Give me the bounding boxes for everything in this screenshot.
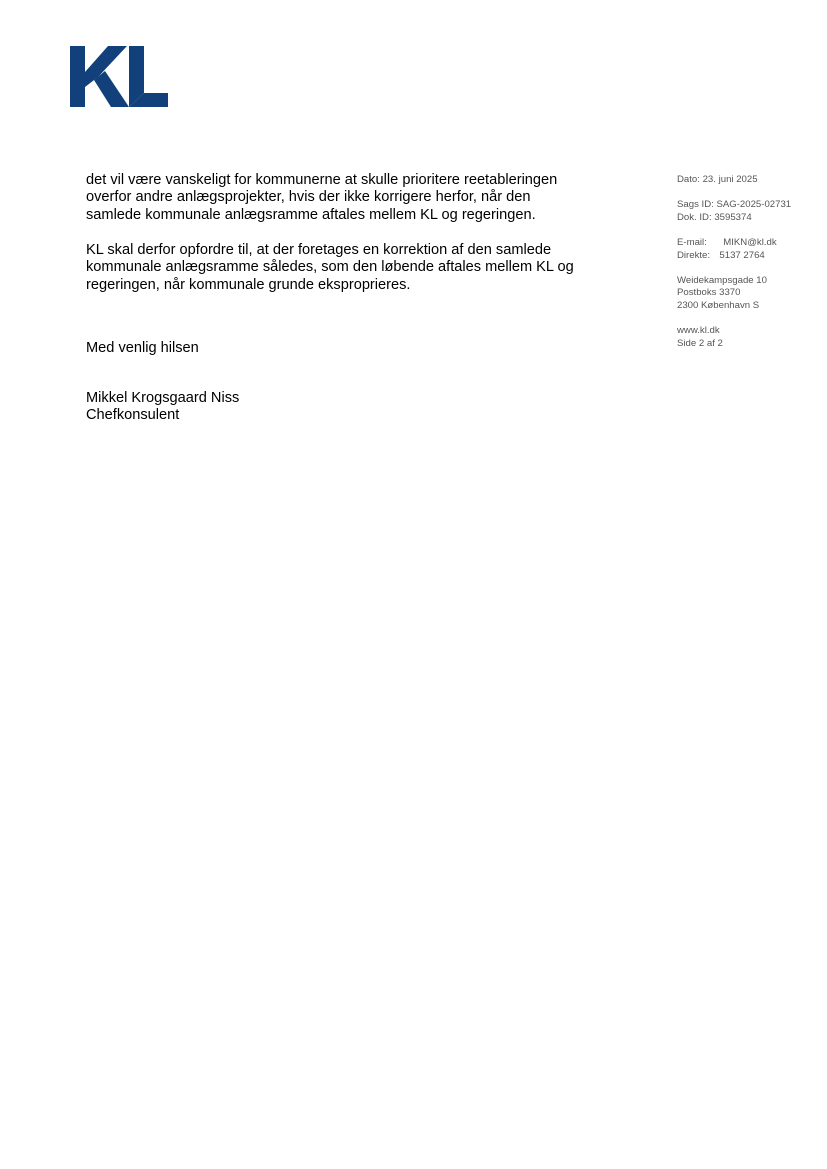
letter-paragraph-1: det vil være vanskeligt for kommunerne at skulle prioritere reetableringen overfor andre anlægsprojekter, hvis der ikke korrigere herfor, når den samlede kommunale anlægsramme aftales mellem KL og regeringen. — [86, 172, 558, 223]
meta-phone-row — [677, 250, 817, 263]
meta-phone-label: Direkte: — [677, 249, 711, 261]
meta-address-line-3: 2300 København S — [677, 299, 760, 311]
signer-title: Chefkonsulent — [86, 407, 180, 424]
meta-address-line-1: Weidekampsgade 10 — [677, 274, 767, 286]
meta-phone-value: 5137 2764 — [719, 249, 765, 261]
letter-closing: Med venlig hilsen — [86, 340, 199, 356]
meta-website[interactable]: www.kl.dk — [677, 325, 720, 337]
meta-case-id: Sags ID: SAG-2025-02731 — [677, 199, 792, 211]
logo-k-stem — [70, 46, 85, 107]
meta-email-label: E-mail: — [677, 236, 707, 248]
meta-date: Dato: 23. juni 2025 — [677, 174, 758, 185]
meta-email-value[interactable]: MIKN@kl.dk — [723, 236, 777, 248]
letter-body — [86, 172, 576, 294]
signature-block — [86, 390, 239, 425]
letter-paragraph-2: KL skal derfor opfordre til, at der foretages en korrektion af den samlede kommunale anlægsramme således, som den løbende aftales mellem KL og regeringen, når kommunale grunde eksproprieres. — [86, 241, 574, 293]
meta-doc-id: Dok. ID: 3595374 — [677, 211, 752, 223]
kl-logo — [70, 46, 168, 107]
meta-address-line-2: Postboks 3370 — [677, 287, 741, 299]
logo-k-lower-arm — [94, 71, 129, 107]
meta-email-row — [677, 237, 817, 250]
meta-page-number: Side 2 af 2 — [677, 337, 723, 349]
kl-logo-mark — [70, 46, 168, 107]
letter-metadata — [677, 174, 817, 350]
signer-name: Mikkel Krogsgaard Niss — [86, 390, 240, 406]
